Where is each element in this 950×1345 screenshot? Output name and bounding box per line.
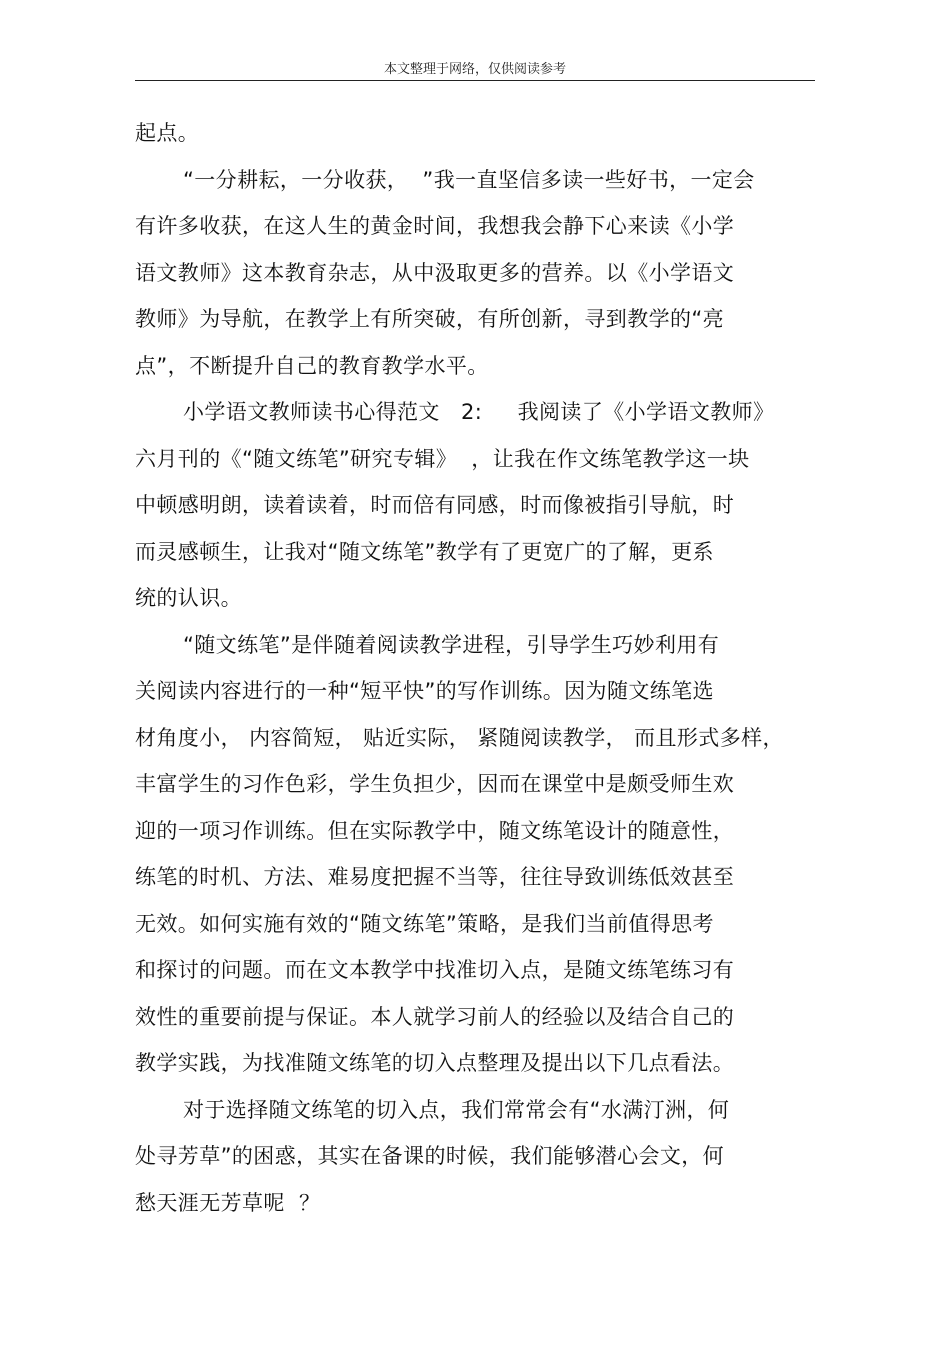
- text-line: 迎的一项习作训练。但在实际教学中，随文练笔设计的随意性，: [135, 818, 735, 843]
- text-line: 六月刊的《“随文练笔”研究专辑》 ，让我在作文练笔教学这一块: [135, 446, 750, 471]
- text-line: 练笔的时机、方法、难易度把握不当等，往往导致训练低效甚至: [135, 865, 735, 889]
- text-line: 语文教师》这本教育杂志，从中汲取更多的营养。以《小学语文: [135, 260, 735, 285]
- text-line: 无效。如何实施有效的“随文练笔”策略，是我们当前值得思考: [135, 911, 714, 936]
- text-line: 而灵感顿生，让我对“随文练笔”教学有了更宽广的了解，更系: [135, 539, 714, 564]
- page-header: [135, 58, 815, 81]
- header-text: 本文整理于网络，仅供阅读参考: [383, 62, 566, 77]
- paragraph-first-line: “一分耕耘，一分收获， ”我一直坚信多读一些好书，一定会: [183, 167, 755, 192]
- text-line: 效性的重要前提与保证。本人就学习前人的经验以及结合自己的: [135, 1004, 735, 1029]
- paragraph-first-line: 对于选择随文练笔的切入点，我们常常会有“水满汀洲，何: [183, 1097, 730, 1122]
- text-line: 关阅读内容进行的一种“短平快”的写作训练。因为随文练笔选: [135, 679, 714, 703]
- text-line: 起点。: [135, 121, 200, 145]
- paragraph-first-line: “随文练笔”是伴随着阅读教学进程，引导学生巧妙利用有: [183, 632, 720, 657]
- text-line: 点”，不断提升自己的教育教学水平。: [135, 353, 489, 378]
- paragraph-first-line: 小学语文教师读书心得范文 2: 我阅读了《小学语文教师》: [183, 400, 775, 424]
- text-line: 有许多收获，在这人生的黄金时间，我想我会静下心来读《小学: [135, 214, 735, 238]
- text-line: 处寻芳草”的困惑，其实在备课的时候，我们能够潜心会文，何: [135, 1144, 725, 1168]
- text-line: 丰富学生的习作色彩，学生负担少，因而在课堂中是颇受师生欢: [135, 772, 735, 796]
- text-line: 统的认识。: [135, 586, 242, 610]
- text-line: 教师》为导航，在教学上有所突破，有所创新，寻到教学的“亮: [135, 307, 725, 331]
- text-line: 愁天涯无芳草呢 ？: [135, 1190, 321, 1215]
- document-body: [135, 110, 825, 1226]
- text-line: 教学实践，为找准随文练笔的切入点整理及提出以下几点看法。: [135, 1051, 735, 1075]
- text-line: 材角度小， 内容简短， 贴近实际， 紧随阅读教学， 而且形式多样，: [135, 725, 784, 750]
- text-line: 和探讨的问题。而在文本教学中找准切入点，是随文练笔练习有: [135, 958, 735, 982]
- text-line: 中顿感明朗，读着读着，时而倍有同感，时而像被指引导航，时: [135, 493, 735, 517]
